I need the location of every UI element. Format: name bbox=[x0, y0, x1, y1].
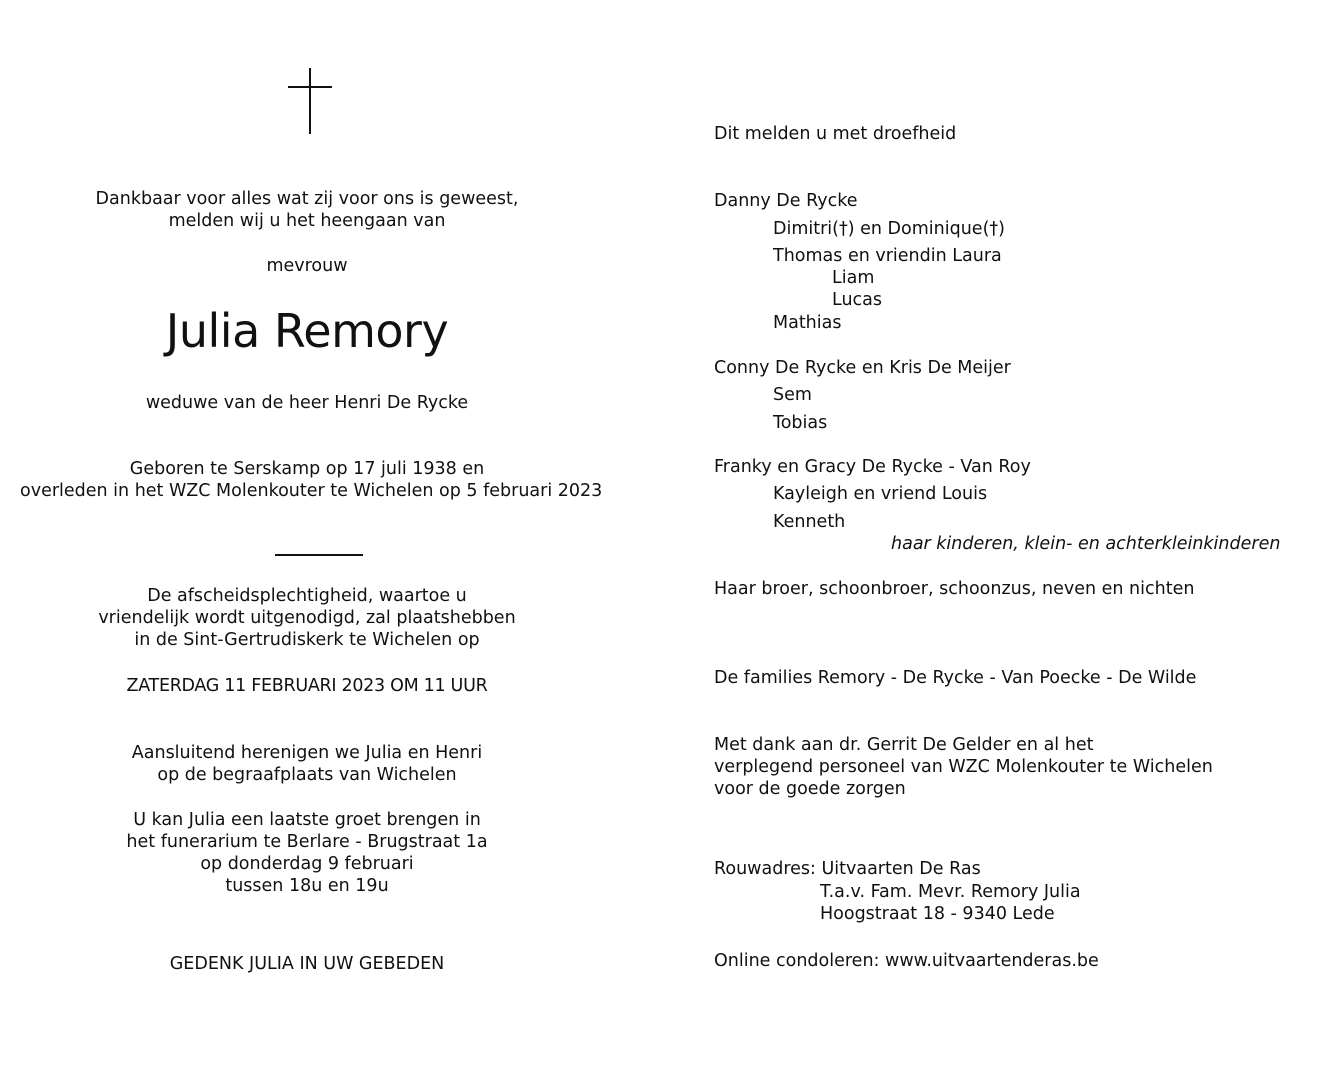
died-line: overleden in het WZC Molenkouter te Wichelen op 5 februari 2023 bbox=[20, 481, 603, 501]
kids-note: haar kinderen, klein- en achterkleinkinderen bbox=[891, 534, 1281, 554]
family-member: Kenneth bbox=[773, 512, 846, 532]
ceremony-line: vriendelijk wordt uitgenodigd, zal plaatshebben bbox=[98, 608, 516, 628]
ceremony-line: in de Sint-Gertrudiskerk te Wichelen op bbox=[134, 630, 480, 650]
address-label: Rouwadres: Uitvaarten De Ras bbox=[714, 859, 981, 879]
family-member: Liam bbox=[832, 268, 875, 288]
family-member: Sem bbox=[773, 385, 812, 405]
family-member: Mathias bbox=[773, 313, 842, 333]
intro-line: melden wij u het heengaan van bbox=[168, 211, 446, 231]
remember-text: GEDENK JULIA IN UW GEBEDEN bbox=[169, 954, 445, 974]
intro-text bbox=[20, 188, 594, 232]
address-line: T.a.v. Fam. Mevr. Remory Julia bbox=[820, 882, 1081, 902]
siblings-text: Haar broer, schoonbroer, schoonzus, neven en nichten bbox=[714, 579, 1195, 599]
family2-head: Conny De Rycke en Kris De Meijer bbox=[714, 358, 1011, 378]
ceremony-line: De afscheidsplechtigheid, waartoe u bbox=[147, 586, 467, 606]
burial-text bbox=[20, 742, 594, 786]
address-line: Hoogstraat 18 - 9340 Lede bbox=[820, 904, 1055, 924]
thanks-line: verplegend personeel van WZC Molenkouter te Wichelen bbox=[714, 757, 1213, 777]
announce-text: Dit melden u met droefheid bbox=[714, 124, 957, 144]
visit-line: het funerarium te Berlare - Brugstraat 1a bbox=[126, 832, 488, 852]
burial-line: op de begraafplaats van Wichelen bbox=[157, 765, 457, 785]
visit-line: U kan Julia een laatste groet brengen in bbox=[133, 810, 481, 830]
family-member: Lucas bbox=[832, 290, 882, 310]
family-member: Dimitri(†) en Dominique(†) bbox=[773, 219, 1005, 239]
thanks-text bbox=[714, 734, 1213, 800]
widow-text: weduwe van de heer Henri De Rycke bbox=[145, 393, 469, 413]
visit-text bbox=[20, 809, 594, 897]
ceremony-text bbox=[20, 585, 594, 651]
family-member: Tobias bbox=[773, 413, 828, 433]
burial-line: Aansluitend herenigen we Julia en Henri bbox=[131, 743, 483, 763]
thanks-line: Met dank aan dr. Gerrit De Gelder en al het bbox=[714, 735, 1094, 755]
deceased-name: Julia Remory bbox=[165, 304, 449, 358]
family3-head: Franky en Gracy De Rycke - Van Roy bbox=[714, 457, 1031, 477]
families-text: De families Remory - De Rycke - Van Poecke - De Wilde bbox=[714, 668, 1197, 688]
cross-icon bbox=[288, 68, 332, 134]
visit-line: op donderdag 9 februari bbox=[200, 854, 414, 874]
birth-death-text bbox=[20, 458, 603, 502]
family1-head: Danny De Rycke bbox=[714, 191, 858, 211]
online-condolence: Online condoleren: www.uitvaartenderas.be bbox=[714, 951, 1099, 971]
intro-line: Dankbaar voor alles wat zij voor ons is geweest, bbox=[95, 189, 519, 209]
born-line: Geboren te Serskamp op 17 juli 1938 en bbox=[129, 459, 485, 479]
ceremony-date: ZATERDAG 11 FEBRUARI 2023 OM 11 UUR bbox=[126, 676, 488, 696]
divider bbox=[275, 554, 363, 556]
family-member: Kayleigh en vriend Louis bbox=[773, 484, 988, 504]
family-member: Thomas en vriendin Laura bbox=[773, 246, 1002, 266]
thanks-line: voor de goede zorgen bbox=[714, 779, 906, 799]
honorific: mevrouw bbox=[266, 256, 348, 276]
visit-line: tussen 18u en 19u bbox=[225, 876, 389, 896]
